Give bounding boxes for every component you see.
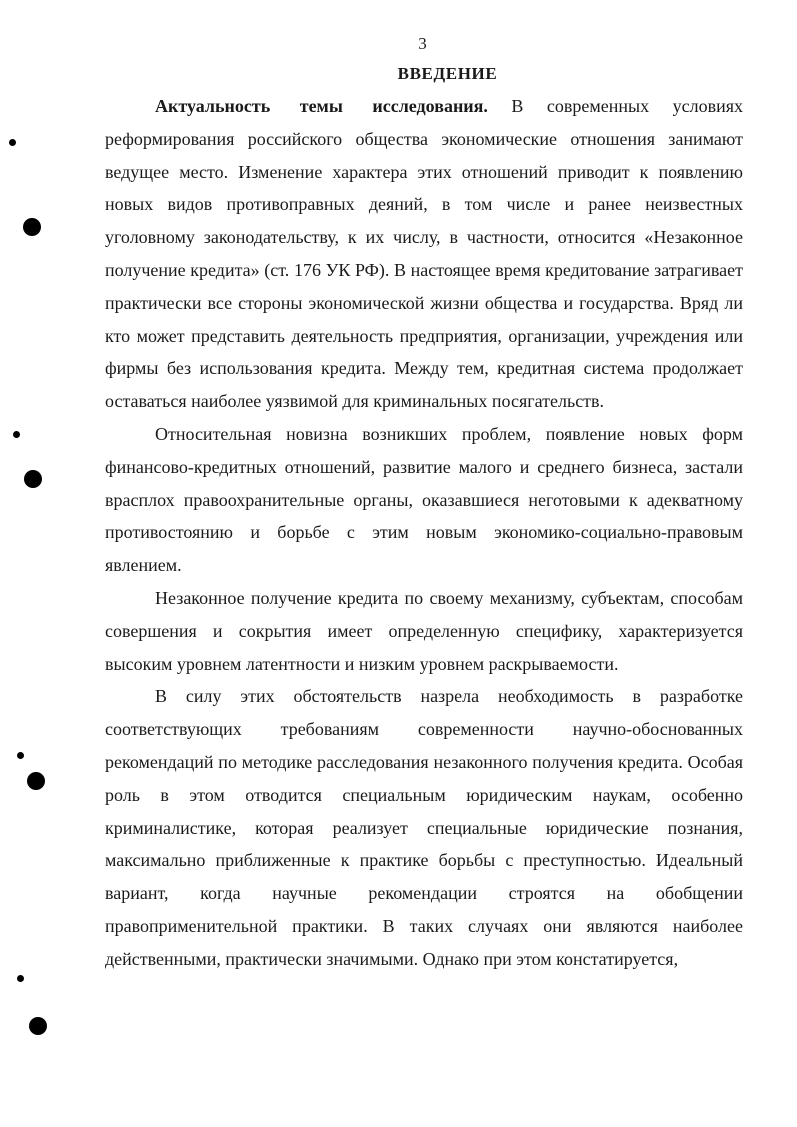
binder-hole [24,470,42,488]
binder-hole-mark [13,431,20,438]
binder-hole [29,1017,47,1035]
page-number: 3 [418,34,427,53]
paragraph-specifics: Незаконное получение кредита по своему механизму, субъектам, способам совершения и сокрытия имеет определенную специфику, характеризуется высоким уровнем латентности и низким уровнем раскрываемости. [105,587,743,674]
binder-hole-mark [17,975,24,982]
section-heading: ВВЕДЕНИЕ [397,64,498,83]
binder-hole [23,218,41,236]
paragraph-relevance [105,90,743,418]
body-text [105,90,743,976]
binder-hole-mark [9,139,16,146]
binder-hole [27,772,45,790]
paragraph-lead: Актуальность темы исследования. [155,96,488,116]
paragraph-text: В современных условиях реформирования российского общества экономические отношения занимают ведущее место. Изменение характера этих отношений приводит к появлению новых видов противоправных деяний, в том числе и ранее неизвестных уголовному законодательству, к их числу, в частности, относится «Незаконное получение кредита» (ст. 176 УК РФ). В настоящее время кредитование затрагивает практически все стороны экономической жизни общества и государства. Вряд ли кто может представить деятельность предприятия, организации, учреждения или фирмы без использования кредита. Между тем, кредитная система продолжает оставаться наиболее уязвимой для криминальных посягательств. [105,96,743,412]
binder-hole-mark [17,752,24,759]
paragraph-novelty: Относительная новизна возникших проблем, появление новых форм финансово-кредитных отношений, развитие малого и среднего бизнеса, застали врасплох правоохранительные органы, оказавшиеся неготовыми к адекватному противостоянию и борьбе с этим новым экономико-социально-правовым явлением. [105,423,743,576]
paragraph-necessity: В силу этих обстоятельств назрела необходимость в разработке соответствующих требованиям современности научно-обоснованных рекомендаций по методике расследования незаконного получения кредита. Особая роль в этом отводится специальным юридическим наукам, особенно криминалистике, которая реализует специальные юридические познания, максимально приближенные к практике борьбы с преступностью. Идеальный вариант, когда научные рекомендации строятся на обобщении правоприменительной практики. В таких случаях они являются наиболее действенными, практически значимыми. Однако при этом констатируется, [105,686,743,969]
